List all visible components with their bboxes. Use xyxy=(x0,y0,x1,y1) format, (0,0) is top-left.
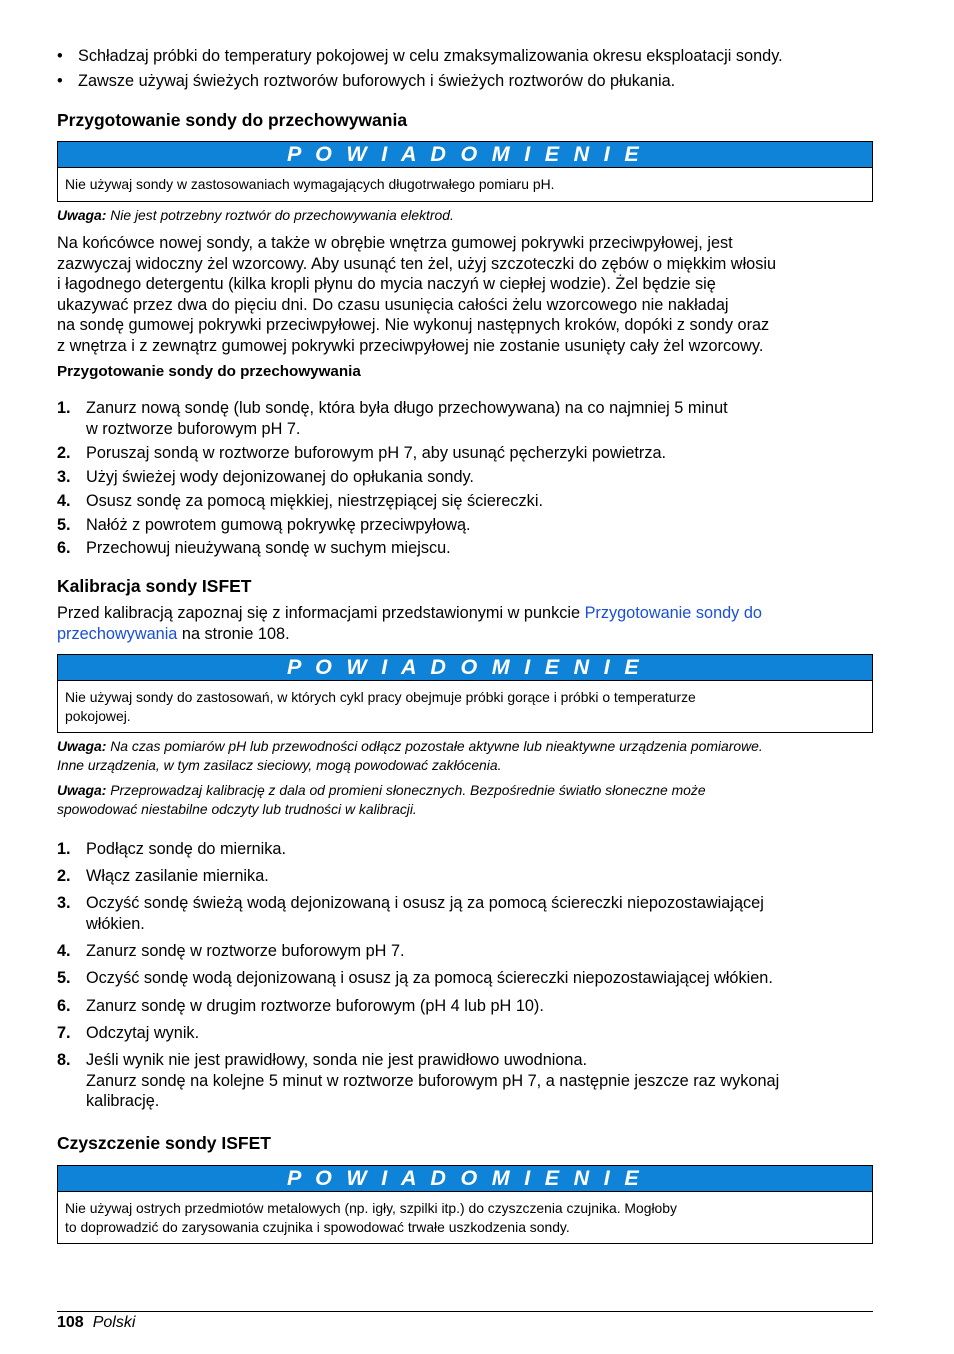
note-text: Nie jest potrzebny roztwór do przechowywania elektrod. xyxy=(106,207,454,223)
bullet-text: Zawsze używaj świeżych roztworów buforowych i świeżych roztworów do płukania. xyxy=(78,72,676,90)
note-label: Uwaga: xyxy=(57,738,107,754)
notice-text xyxy=(58,680,872,732)
step-text: Podłącz sondę do miernika. xyxy=(86,840,287,858)
step-number: 6. xyxy=(57,539,71,557)
paragraph-line: zazwyczaj widoczny żel wzorcowy. Aby usunąć ten żel, użyj szczoteczki do zębów o miękkim włosiu xyxy=(57,254,777,273)
paragraph-line: ukazywać przez dwa do pięciu dni. Do czasu usunięcia całości żelu wzorcowego nie nakładaj xyxy=(57,295,729,314)
step-text: Zanurz sondę na kolejne 5 minut w roztworze buforowym pH 7, a następnie jeszcze raz wykonaj xyxy=(86,1071,780,1090)
paragraph-line: i łagodnego detergentu (kilka kropli płynu do mycia naczyń w ciepłej wodzie). Żel będzie się xyxy=(57,275,716,293)
paragraph-line: na sondę gumowej pokrywki przeciwpyłowej. Nie wykonuj następnych kroków, dopóki z sondy oraz xyxy=(57,316,770,334)
note-text: Przeprowadzaj kalibrację z dala od promieni słonecznych. Bezpośrednie światło słoneczne może xyxy=(106,782,706,798)
step-text: Przechowuj nieużywaną sondę w suchym miejscu. xyxy=(86,539,451,557)
step-number: 2. xyxy=(57,867,71,885)
step-text: Nałóż z powrotem gumową pokrywkę przeciwpyłową. xyxy=(86,516,471,534)
footer-divider xyxy=(57,1311,873,1312)
step-number: 8. xyxy=(57,1051,71,1069)
notice-box xyxy=(57,654,873,733)
notice-label: P O W I A D O M I E N I E xyxy=(58,142,872,167)
notice-line: to doprowadzić do zarysowania czujnika i spowodować trwałe uszkodzenia sondy. xyxy=(65,1218,570,1235)
step-text: w roztworze buforowym pH 7. xyxy=(86,419,301,438)
paragraph-line: Na końcówce nowej sondy, a także w obrębie wnętrza gumowej pokrywki przeciwpyłowej, jest xyxy=(57,234,733,252)
intro-paragraph xyxy=(57,603,887,644)
step-text: Poruszaj sondą w roztworze buforowym pH 7, aby usunąć pęcherzyki powietrza. xyxy=(86,444,667,462)
step-text: Włącz zasilanie miernika. xyxy=(86,867,269,885)
cross-reference-link-cont[interactable]: przechowywania xyxy=(57,624,178,643)
bullet-icon: • xyxy=(57,47,63,65)
cross-reference-link[interactable]: Przygotowanie sondy do xyxy=(584,604,762,622)
page-number: 108 xyxy=(57,1314,84,1331)
notice-text: Nie używaj sondy w zastosowaniach wymagających długotrwałego pomiaru pH. xyxy=(58,167,872,201)
section-title-calibration: Kalibracja sondy ISFET xyxy=(57,576,252,596)
step-text: kalibrację. xyxy=(86,1092,160,1110)
procedure-title: Przygotowanie sondy do przechowywania xyxy=(57,363,361,380)
notice-text xyxy=(58,1191,872,1243)
step-number: 5. xyxy=(57,516,71,534)
step-number: 3. xyxy=(57,468,71,486)
note xyxy=(57,737,887,774)
paragraph-line: z wnętrza i z zewnątrz gumowej pokrywki przeciwpyłowej nie zostanie usunięty cały żel wzorcowy. xyxy=(57,336,764,355)
intro-text-after: na stronie 108. xyxy=(177,624,290,643)
step-text: Użyj świeżej wody dejonizowanej do opłukania sondy. xyxy=(86,468,474,486)
bullet-text: Schładzaj próbki do temperatury pokojowej w celu zmaksymalizowania okresu eksploatacji sondy. xyxy=(78,47,783,65)
section-title-cleaning: Czyszczenie sondy ISFET xyxy=(57,1133,271,1153)
step-text: Oczyść sondę świeżą wodą dejonizowaną i osusz ją za pomocą ściereczki niepozostawiającej xyxy=(86,894,764,912)
note-label: Uwaga: xyxy=(57,207,107,223)
notice-line: pokojowej. xyxy=(65,707,131,724)
step-number: 3. xyxy=(57,894,71,912)
step-text: Oczyść sondę wodą dejonizowaną i osusz ją za pomocą ściereczki niepozostawiającej włókien. xyxy=(86,969,773,987)
step-text: Odczytaj wynik. xyxy=(86,1024,200,1042)
note-label: Uwaga: xyxy=(57,782,107,798)
step-number: 5. xyxy=(57,969,71,987)
step-text: Zanurz sondę w drugim roztworze buforowym (pH 4 lub pH 10). xyxy=(86,997,544,1015)
notice-box xyxy=(57,1165,873,1244)
note-text: spowodować niestabilne odczyty lub trudności w kalibracji. xyxy=(57,800,417,817)
step-number: 4. xyxy=(57,492,71,510)
step-text: Jeśli wynik nie jest prawidłowy, sonda nie jest prawidłowo uwodniona. xyxy=(86,1051,588,1069)
paragraph xyxy=(57,233,887,356)
step-number: 6. xyxy=(57,997,71,1015)
step-text: Zanurz nową sondę (lub sondę, która była długo przechowywana) na co najmniej 5 minut xyxy=(86,399,728,417)
step-number: 1. xyxy=(57,840,71,858)
notice-line: Nie używaj ostrych przedmiotów metalowych (np. igły, szpilki itp.) do czyszczenia czujnika. Mogłoby xyxy=(65,1200,677,1216)
note-text: Na czas pomiarów pH lub przewodności odłącz pozostałe aktywne lub nieaktywne urządzenia pomiarowe. xyxy=(106,738,763,754)
step-number: 7. xyxy=(57,1024,71,1042)
note xyxy=(57,206,887,225)
bullet-icon: • xyxy=(57,72,63,90)
intro-text: Przed kalibracją zapoznaj się z informacjami przedstawionymi w punkcie xyxy=(57,604,585,622)
note-text: Inne urządzenia, w tym zasilacz sieciowy, mogą powodować zakłócenia. xyxy=(57,756,502,773)
note xyxy=(57,781,887,818)
notice-label: P O W I A D O M I E N I E xyxy=(58,655,872,680)
notice-label: P O W I A D O M I E N I E xyxy=(58,1166,872,1191)
step-text: Osusz sondę za pomocą miękkiej, niestrzępiącej się ściereczki. xyxy=(86,492,543,510)
notice-line: Nie używaj sondy do zastosowań, w których cykl pracy obejmuje próbki gorące i próbki o temperaturze xyxy=(65,689,696,705)
step-text: Zanurz sondę w roztworze buforowym pH 7. xyxy=(86,942,405,960)
footer-language: Polski xyxy=(92,1314,136,1331)
page-footer xyxy=(57,1313,135,1334)
step-text: włókien. xyxy=(86,914,145,933)
section-title-storage-prep: Przygotowanie sondy do przechowywania xyxy=(57,110,408,130)
notice-box xyxy=(57,141,873,202)
step-number: 2. xyxy=(57,444,71,462)
step-number: 4. xyxy=(57,942,71,960)
step-number: 1. xyxy=(57,399,71,417)
